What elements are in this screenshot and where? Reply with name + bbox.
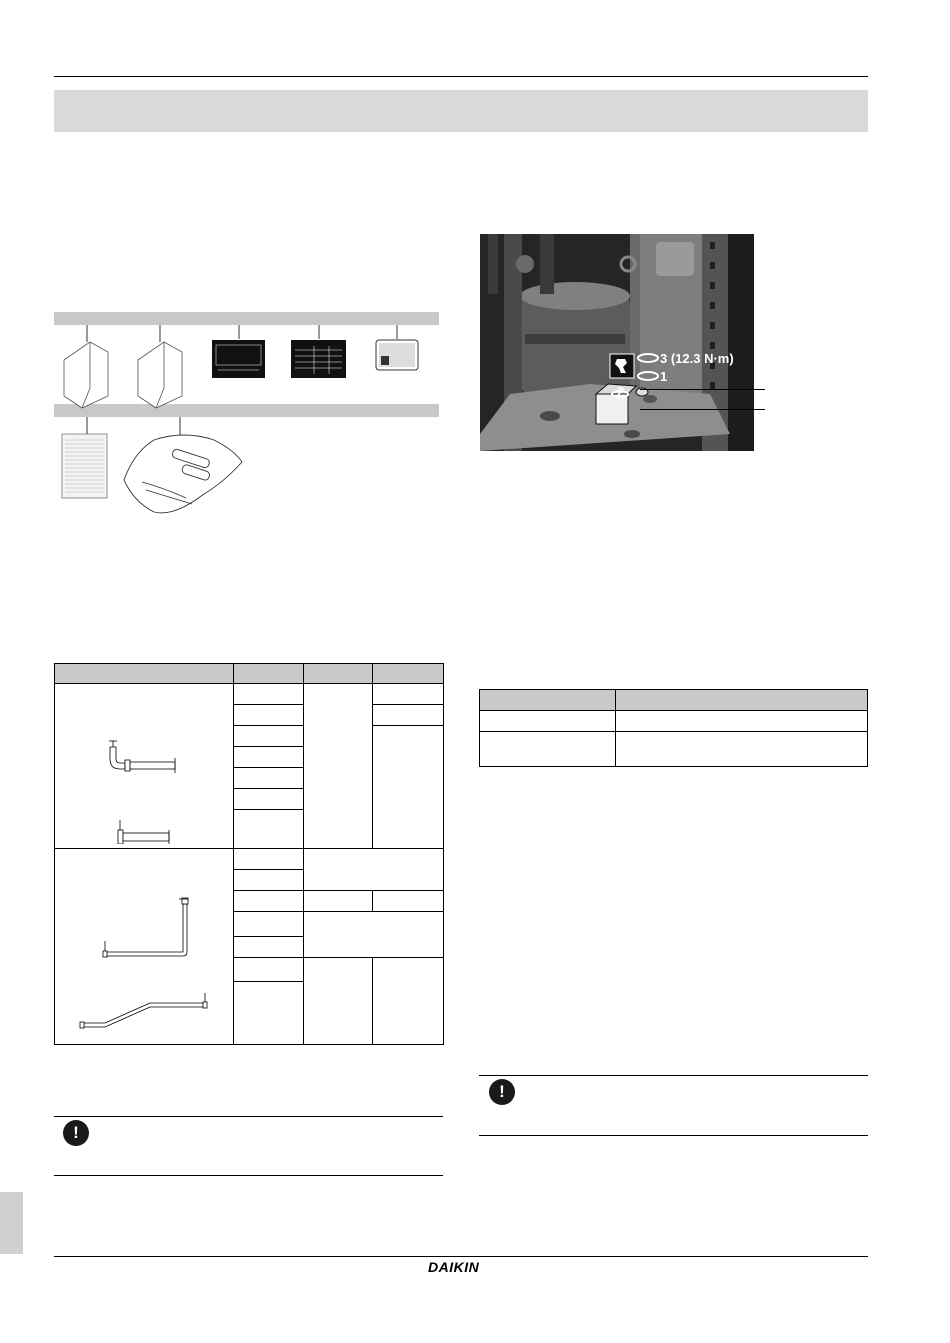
- table-cell: [234, 912, 304, 937]
- notice-rule-bottom: [54, 1175, 443, 1176]
- torque-label: 3 (12.3 N·m): [660, 351, 734, 366]
- exclamation-icon: !: [489, 1079, 515, 1105]
- manual-booklet-icon: [62, 434, 107, 498]
- manual-booklet-icon: [64, 342, 108, 408]
- table-cell: [234, 684, 304, 705]
- table-header-cell: [373, 664, 444, 684]
- table-cell: [234, 726, 304, 747]
- chapter-side-tab: [0, 1192, 23, 1254]
- table-cell: [234, 957, 304, 982]
- table-cell: [234, 810, 304, 849]
- step-2-label: 2: [617, 384, 625, 399]
- label-sticker-icon: [291, 340, 346, 378]
- callout-line-1: [640, 389, 765, 390]
- table-cell: [303, 957, 373, 1045]
- table-header-cell: [234, 664, 304, 684]
- wrench-icon: [610, 354, 634, 378]
- table-cell: [373, 684, 444, 705]
- gas-pipe-icon: [55, 684, 233, 844]
- daikin-logo: DAIKIN: [428, 1259, 480, 1275]
- table-cell: [480, 732, 616, 767]
- table-cell: [234, 789, 304, 810]
- table-cell: [234, 891, 304, 912]
- table-cell: [303, 849, 443, 891]
- callout-line-2: [640, 409, 765, 410]
- step-1-label: 1: [660, 369, 668, 384]
- accessory-bag-icon: [124, 435, 242, 513]
- notice-rule-top: [479, 1075, 868, 1076]
- table-cell: [615, 711, 867, 732]
- pipe-illustration-cell: [55, 684, 234, 849]
- table-header-cell: [55, 664, 234, 684]
- table-cell: [480, 711, 616, 732]
- footer-rule: [54, 1256, 868, 1257]
- header-rule: [54, 76, 868, 77]
- section-title-band: [54, 90, 868, 132]
- table-cell: [234, 747, 304, 768]
- accessories-illustration: [54, 312, 444, 532]
- exclamation-icon: !: [63, 1120, 89, 1146]
- table-cell: [234, 768, 304, 789]
- table-cell: [303, 684, 373, 849]
- torque-table: [479, 689, 868, 767]
- table-cell: [303, 912, 443, 958]
- pipes-table: [54, 663, 444, 1045]
- notice-rule-bottom: [479, 1135, 868, 1136]
- table-cell: [234, 705, 304, 726]
- table-cell: [373, 891, 444, 912]
- liquid-pipe-icon: [55, 849, 233, 1039]
- label-sticker-icon: [212, 340, 265, 378]
- table-header-cell: [480, 690, 616, 711]
- table-header-cell: [615, 690, 867, 711]
- table-cell: [373, 726, 444, 849]
- compressor-bolt-photo: [480, 234, 754, 451]
- pipe-illustration-cell: [55, 849, 234, 1045]
- notice-rule-top: [54, 1116, 443, 1117]
- table-cell: [234, 870, 304, 891]
- table-cell: [234, 849, 304, 870]
- table-cell: [234, 982, 304, 1045]
- manual-booklet-icon: [138, 342, 182, 408]
- table-cell: [615, 732, 867, 767]
- table-header-cell: [303, 664, 373, 684]
- table-cell: [373, 957, 444, 1045]
- label-sticker-icon: [376, 340, 418, 370]
- table-cell: [303, 891, 373, 912]
- table-cell: [373, 705, 444, 726]
- table-cell: [234, 936, 304, 957]
